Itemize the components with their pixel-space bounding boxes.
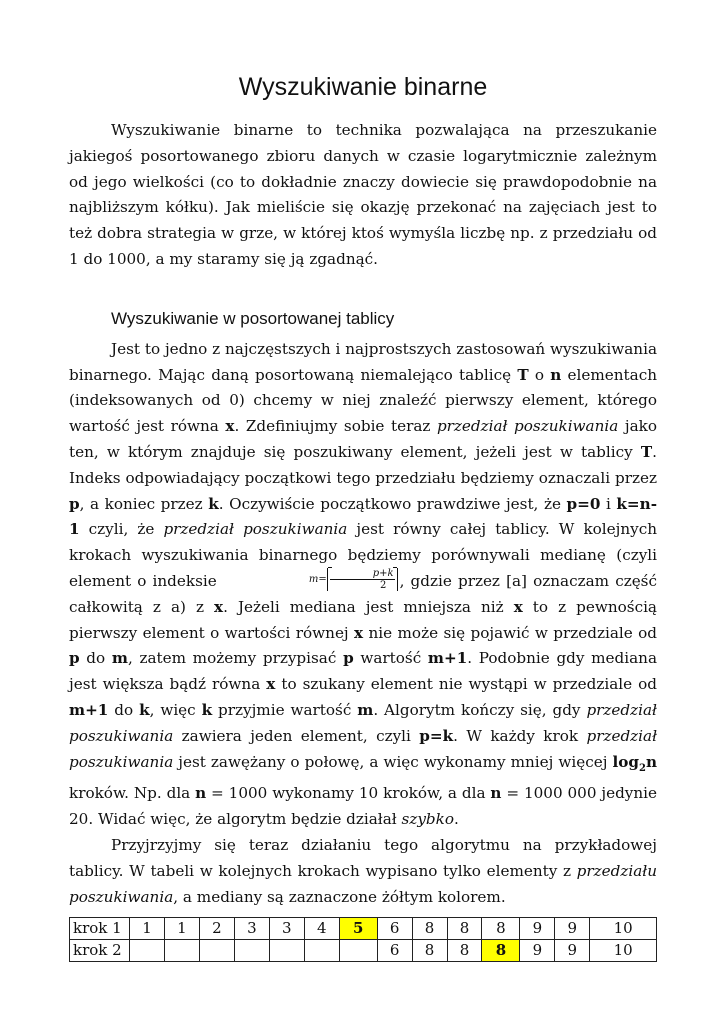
formula-denominator: 2 xyxy=(379,580,387,592)
table-cell: 8 xyxy=(447,940,482,962)
table-row xyxy=(70,940,657,962)
table-cell xyxy=(164,940,199,962)
table-cell xyxy=(130,940,165,962)
table-cell: 6 xyxy=(377,940,412,962)
table-row xyxy=(70,918,657,940)
paragraph-algorithm: Jest to jedno z najczęstszych i najprostszych zastosowań wyszukiwania binarnego. Mając daną posortowaną niemalejąco tablicę T o n elementach (indeksowanych od 0) chcemy w niej znaleźć pierwszy element, którego wartość jest równa x. Zdefiniujmy sobie teraz przedział poszukiwania jako ten, w którym znajduje się poszukiwany element, jeżeli jest w tablicy T. Indeks odpowiadający początkowi tego przedziału będziemy oznaczali przez p, a koniec przez k. Oczywiście początkowo prawdziwe jest, że p=0 i k=n-1 czyli, że przedział poszukiwania jest równy całej tablicy. W kolejnych krokach wyszukiwania binarnego będziemy porównywali medianę (czyli element o indeksie m= $\frac{p+k}{2}$ , gdzie przez [a] oznaczam część całkowitą z a) z x. Jeżeli mediana jest mniejsza niż x to z pewnością pierwszy element o wartości równej x nie może się pojawić w przedziale od p do m, zatem możemy przypisać p wartość m+1. Podobnie gdy mediana jest większa bądź równa x to szukany element nie wystąpi w przedziale od m+1 do k, więc k przyjmie wartość m. Algorytm kończy się, gdy przedział poszukiwania zawiera jeden element, czyli p=k. W każdy krok przedział poszukiwania jest zawężany o połowę, a więc wykonamy mniej więcej $\log_2n$ kroków. Np. dla n = 1000 wykonamy 10 kroków, a dla n = 1000 000 jedynie 20. Widać więc, że algorytm będzie działał szybko. xyxy=(69,339,658,829)
median-cell: 8 xyxy=(482,940,520,962)
row-label: krok 2 xyxy=(70,940,130,962)
table-cell: 6 xyxy=(377,918,412,940)
table-cell: 8 xyxy=(482,918,520,940)
median-formula xyxy=(225,568,398,591)
table-cell xyxy=(199,940,234,962)
table-cell: 10 xyxy=(590,940,657,962)
floor-bracket xyxy=(327,568,398,591)
table-cell: 10 xyxy=(590,918,657,940)
table-cell: 8 xyxy=(447,918,482,940)
page-title: Wyszukiwanie binarne xyxy=(238,73,488,101)
table-cell xyxy=(234,940,269,962)
median-cell: 5 xyxy=(339,918,377,940)
table-cell: 3 xyxy=(269,918,304,940)
table-cell: 1 xyxy=(130,918,165,940)
table-cell: 2 xyxy=(199,918,234,940)
table-cell: 9 xyxy=(520,940,555,962)
table-cell xyxy=(304,940,339,962)
table-cell xyxy=(269,940,304,962)
table-cell: 9 xyxy=(555,918,590,940)
section-heading: Wyszukiwanie w posortowanej tablicy xyxy=(111,308,395,328)
table-cell: 1 xyxy=(164,918,199,940)
table-cell: 8 xyxy=(412,918,447,940)
intro-paragraph: Wyszukiwanie binarne to technika pozwalająca na przeszukanie jakiegoś posortowanego zbioru danych w czasie logarytmicznie zależnym od jego wielkości (co to dokładnie znaczy dowiecie się prawdopodobnie na najbliższym kółku). Jak mieliście się okazję przekonać na zajęciach jest to też dobra strategia w grze, w której ktoś wymyśla liczbę np. z przedziału od 1 do 1000, a my staramy się ją zgadnąć. xyxy=(69,121,657,268)
paragraph-example: Przyjrzyjmy się teraz działaniu tego algorytmu na przykładowej tablicy. W tabeli w kolejnych krokach wypisano tylko elementy z przedziału poszukiwania, a mediany są zaznaczone żółtym kolorem. xyxy=(69,835,657,906)
table-cell: 9 xyxy=(520,918,555,940)
formula-lhs: m= xyxy=(308,574,327,586)
table-cell: 3 xyxy=(234,918,269,940)
table-cell: 9 xyxy=(555,940,590,962)
formula-numerator: p+k xyxy=(330,568,395,580)
table-cell xyxy=(339,940,377,962)
steps-table xyxy=(69,917,657,962)
table-cell: 4 xyxy=(304,918,339,940)
table-cell: 8 xyxy=(412,940,447,962)
document-page xyxy=(69,64,657,962)
row-label: krok 1 xyxy=(70,918,130,940)
